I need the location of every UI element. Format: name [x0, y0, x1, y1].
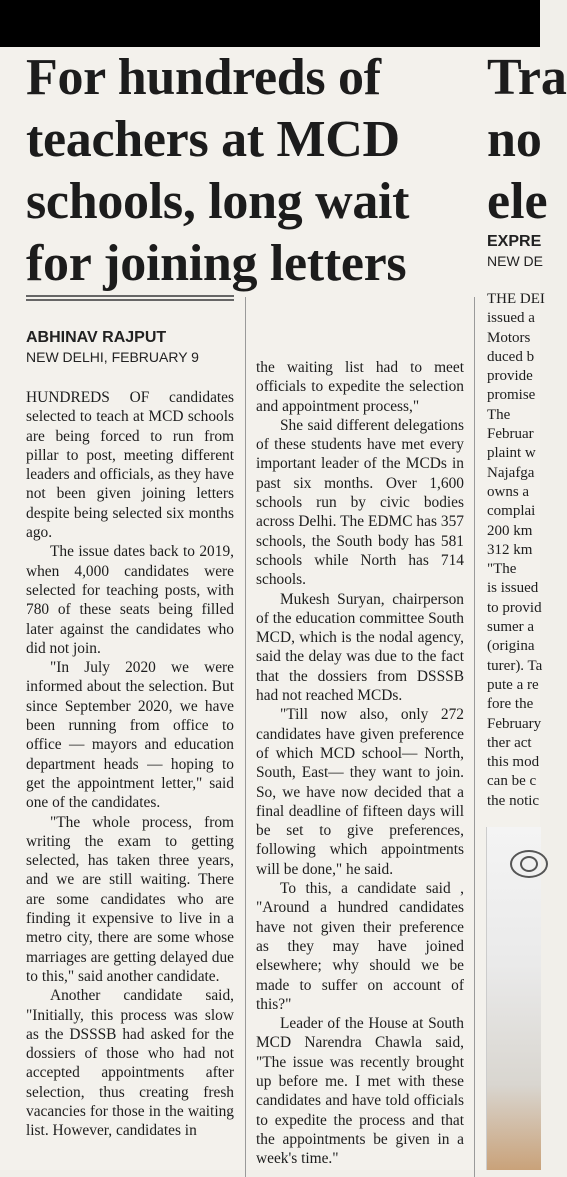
text-line: plaint w	[487, 445, 536, 462]
text-line: February	[487, 715, 542, 732]
column-rule	[245, 297, 246, 1177]
text-line: THE DEI	[487, 291, 545, 307]
text-line: the notic	[487, 792, 540, 809]
text-line: 200 km	[487, 522, 533, 539]
headline-line: For hundreds of	[26, 49, 381, 106]
text-line: provide	[487, 368, 533, 385]
adjacent-dateline: NEW DE	[487, 253, 543, 269]
paragraph: To this, a candidate said , "Around a hundred candidates have not given their preference as they may have joined elsewhere; why should we be made to suffer on account of this?"	[256, 880, 464, 1013]
paragraph: "Till now also, only 272 candidates have given preference of which MCD school— North, South, East— they want to join. So, we have now decided that a final deadline of fifteen days will be set to give preferences, following which appointments will be done," he said.	[256, 706, 464, 878]
newspaper-page	[0, 47, 567, 1170]
article-column-1	[26, 388, 234, 1141]
status-bar	[0, 0, 540, 47]
headline-line: Tra	[487, 49, 567, 106]
text-line: complai	[487, 503, 536, 520]
text-line: promise	[487, 387, 536, 404]
adjacent-byline: EXPRE	[487, 233, 542, 250]
headline-line: schools, long wait	[26, 173, 410, 230]
text-line: turer). Ta	[487, 657, 543, 674]
paragraph: She said different delegations of these students have met every important leader of the MCDs in past six months. Over 1,600 schools run by civic bodies across Delhi. The EDMC has 357 schools, the South body has 581 schools while North has 714 schools.	[256, 416, 464, 589]
paragraph: the waiting list had to meet officials to expedite the selection and appointment process,"	[256, 359, 464, 415]
text-line: Februar	[487, 426, 534, 443]
headline-divider	[26, 295, 234, 301]
headline-line: ele	[487, 173, 548, 230]
byline: ABHINAV RAJPUT	[26, 329, 167, 346]
text-line: owns a	[487, 483, 530, 500]
advertisement-image	[486, 827, 541, 1170]
article-column-2	[256, 358, 464, 1168]
paragraph: "In July 2020 we were informed about the selection. But since September 2020, we have been running from office to office — mayors and education department heads — hoping to get the appointment letter," said one of the candidates.	[26, 659, 234, 812]
paragraph: The issue dates back to 2019, when 4,000 candidates were selected for teaching posts, with 780 of these seats being filled later against the candidates who did not join.	[26, 543, 234, 657]
headline-line: no	[487, 111, 542, 168]
text-line: ther act	[487, 734, 532, 751]
column-rule	[474, 297, 475, 1177]
paragraph: "The whole process, from writing the exam to getting selected, has taken three years, and we are still waiting. There are some candidates who are finding it expensive to live in a metro city, there are some whose marriages are getting delayed due to this," said another candidate.	[26, 813, 234, 985]
paragraph: Mukesh Suryan, chairperson of the education committee South MCD, which is the nodal agency, said the delay was due to the fact that the dossiers from DSSSB had not reached MCDs.	[256, 590, 464, 705]
text-line: The	[487, 406, 511, 423]
text-line: sumer a	[487, 619, 535, 636]
article-headline	[26, 47, 476, 295]
headline-line: teachers at MCD	[26, 111, 400, 168]
text-line: "The	[487, 561, 517, 578]
text-line: is issued	[487, 580, 539, 597]
text-line: can be c	[487, 773, 537, 790]
text-line: duced b	[487, 348, 535, 365]
dateline: NEW DELHI, FEBRUARY 9	[26, 349, 199, 365]
adjacent-article-text	[487, 290, 545, 811]
text-line: pute a re	[487, 676, 539, 693]
paragraph: Another candidate said, "Initially, this process was slow as the DSSSB had asked for the dossiers of those who had not accepted appointments after selection, thus creating fresh vacancies for those in the waiting list. However, candidates in	[26, 987, 234, 1140]
text-line: 312 km	[487, 541, 533, 558]
car-logo-icon	[510, 850, 548, 878]
paragraph: HUNDREDS OF candidates selected to teach at MCD schools are being forced to run from pillar to post, meeting different leaders and officials, as they have not been given joining letters despite being selected six months ago.	[26, 389, 234, 542]
paragraph: Leader of the House at South MCD Narendra Chawla said, "The issue was recently brought up before me. I met with these candidates and have told officials to expedite the process and that the appointments be given in a week's time."	[256, 1015, 464, 1168]
text-line: issued a	[487, 310, 535, 327]
text-line: fore the	[487, 696, 534, 713]
text-line: Najafga	[487, 464, 535, 481]
adjacent-headline	[487, 47, 567, 233]
text-line: this mod	[487, 754, 540, 771]
text-line: Motors	[487, 329, 531, 346]
text-line: (origina	[487, 638, 535, 655]
text-line: to provid	[487, 599, 542, 616]
headline-line: for joining letters	[26, 235, 407, 292]
